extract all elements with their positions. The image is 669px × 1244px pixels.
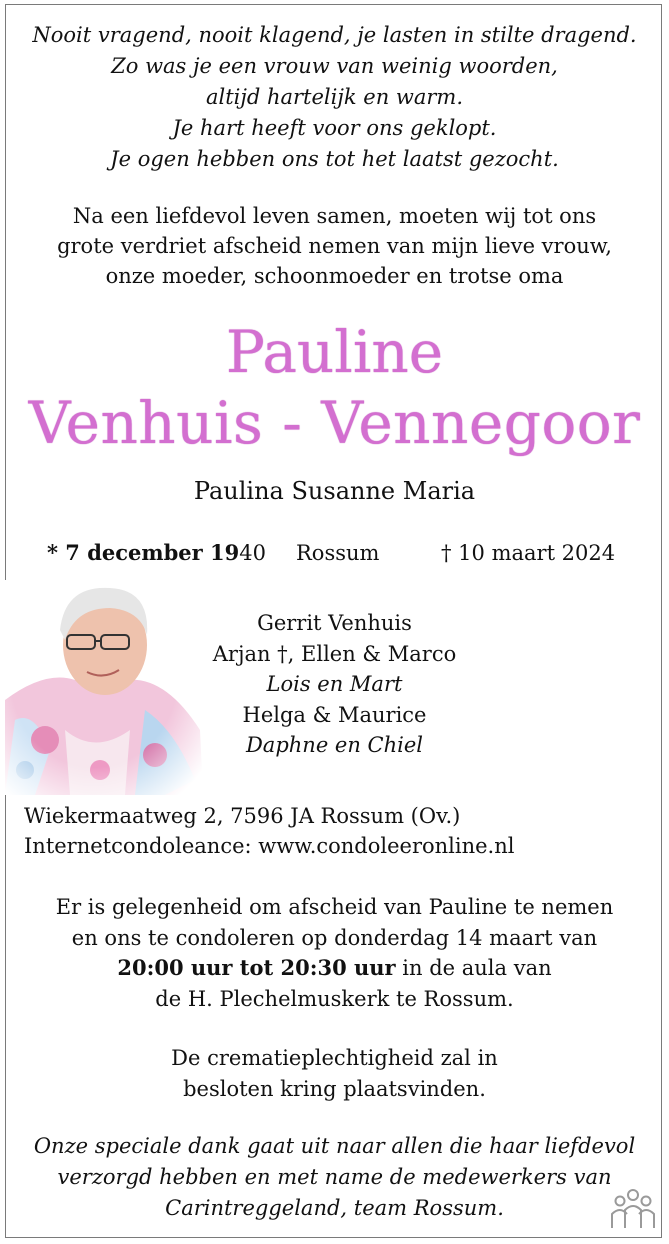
cremation-info — [0, 1043, 669, 1104]
family-member: Arjan †, Ellen & Marco — [212, 641, 457, 666]
family-member: Daphne en Chiel — [245, 733, 424, 757]
family-member: Lois en Mart — [266, 672, 403, 696]
intro-line: Na een liefdevol leven samen, moeten wij tot ons — [72, 204, 597, 228]
intro-line: onze moeder, schoonmoeder en trotse oma — [105, 264, 564, 288]
address-block — [24, 801, 514, 861]
visit-time: 20:00 uur tot 20:30 uur — [117, 955, 396, 980]
birth-date-bold: * 7 december 19 — [47, 540, 240, 565]
intro-line: grote verdriet afscheid nemen van mijn lieve vrouw, — [57, 234, 612, 258]
deceased-first-name: Pauline — [225, 318, 444, 386]
family-member: Helga & Maurice — [242, 702, 427, 727]
poem-line: altijd hartelijk en warm. — [205, 85, 464, 109]
family-member: Gerrit Venhuis — [257, 611, 412, 635]
cremation-line: besloten kring plaatsvinden. — [183, 1076, 486, 1101]
visit-line: de H. Plechelmuskerk te Rossum. — [155, 986, 514, 1011]
deceased-surname: Venhuis - Vennegoor — [28, 389, 641, 457]
condolence-website: Internetcondoleance: www.condoleeronline.nl — [24, 834, 515, 858]
address-line: Wiekermaatweg 2, 7596 JA Rossum (Ov.) — [24, 804, 461, 828]
visit-line — [0, 953, 669, 984]
thanks-text — [0, 1131, 669, 1224]
intro-text — [0, 201, 669, 291]
deceased-full-name: Paulina Susanne Maria — [193, 477, 476, 505]
poem-line: Je hart heeft voor ons geklopt. — [172, 116, 497, 140]
thanks-line: verzorgd hebben en met name de medewerkers van — [57, 1165, 612, 1189]
birth-place: Rossum — [296, 541, 380, 565]
birth-date — [47, 538, 266, 568]
thanks-line: Onze speciale dank gaat uit naar allen die haar liefdevol — [33, 1134, 636, 1158]
birth-date-rest: 40 — [239, 541, 267, 565]
visit-line-rest: in de aula van — [395, 956, 552, 980]
people-group-icon — [608, 1188, 658, 1230]
poem — [0, 20, 669, 175]
poem-line: Zo was je een vrouw van weinig woorden, — [111, 54, 558, 78]
family-list — [168, 608, 501, 761]
poem-line: Je ogen hebben ons tot het laatst gezocht. — [110, 147, 559, 171]
death-date: † 10 maart 2024 — [441, 541, 616, 565]
visitation-info — [0, 892, 669, 1014]
visit-line: Er is gelegenheid om afscheid van Pauline te nemen — [55, 895, 614, 919]
poem-line: Nooit vragend, nooit klagend, je lasten in stilte dragend. — [32, 23, 637, 47]
thanks-line: Carintreggeland, team Rossum. — [165, 1196, 504, 1220]
visit-line: en ons te condoleren op donderdag 14 maart van — [71, 925, 598, 950]
cremation-line: De crematieplechtigheid zal in — [171, 1046, 498, 1070]
